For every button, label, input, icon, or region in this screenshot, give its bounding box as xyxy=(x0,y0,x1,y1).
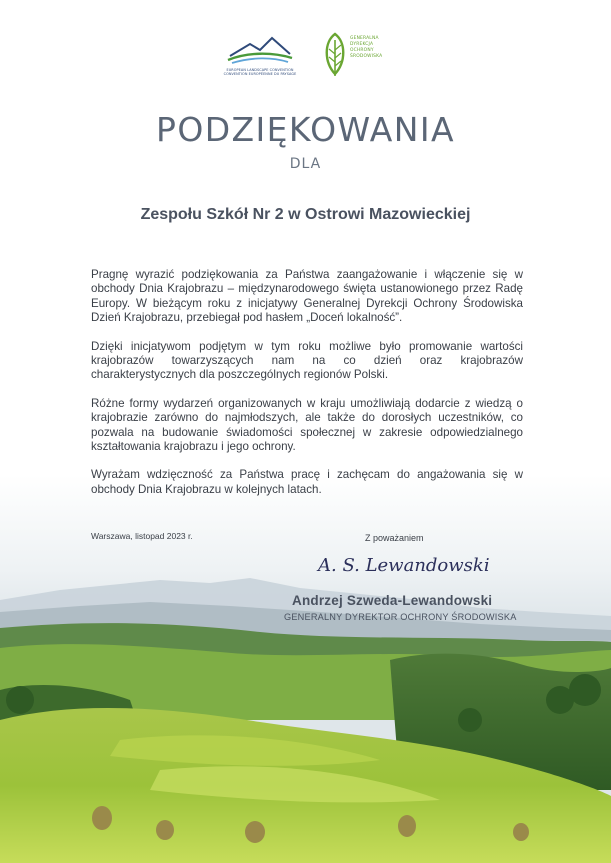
gdos-logo xyxy=(322,30,392,80)
elc-caption-en: EUROPEAN LANDSCAPE CONVENTION xyxy=(226,68,294,72)
body-paragraph-1: Pragnę wyrazić podziękowania za Państwa zaangażowanie i włączenie się w obchody Dnia Krajobrazu – międzynarodowego święta ustanowionego przez Radę Europy. W bieżącym roku z inicjatywy Generalnej Dyrekcji Ochrony Środowiska Dzień Krajobrazu, przebiegał pod hasłem „Doceń lokalność”. xyxy=(91,268,523,325)
document-subtitle: DLA xyxy=(289,156,322,172)
gdos-caption-line-4: ŚRODOWISKA xyxy=(350,54,383,59)
european-landscape-convention-logo xyxy=(222,32,298,80)
gdos-caption-line-1: GENERALNA xyxy=(350,36,379,41)
recipient-name: Zespołu Szkół Nr 2 w Ostrowi Mazowieckiej xyxy=(140,206,471,223)
document-title: PODZIĘKOWANIA xyxy=(156,110,455,149)
letter-body xyxy=(91,268,523,511)
gdos-caption-line-2: DYREKCJA xyxy=(350,42,374,47)
body-paragraph-3: Różne formy wydarzeń organizowanych w kraju umożliwiają dodarcie z wiedzą o krajobrazie zarówno do najmłodszych, ale także do dorosłych uczestników, co pozwala na budowanie świadomości społecznej w zakresie odpowiedzialnego kształtowania krajobrazu i jego ochrony. xyxy=(91,396,523,454)
closing-regards: Z poważaniem xyxy=(365,533,424,543)
elc-caption-fr: CONVENTION EUROPÉENNE DU PAYSAGE xyxy=(223,72,297,76)
place-and-date: Warszawa, listopad 2023 r. xyxy=(91,531,193,541)
body-paragraph-4: Wyrażam wdzięczność za Państwa pracę i zachęcam do angażowania się w obchody Dnia Krajobrazu w kolejnych latach. xyxy=(91,468,523,496)
signature-text: A. S. Lewandowski xyxy=(318,555,490,576)
gdos-caption-line-3: OCHRONY xyxy=(350,48,374,53)
body-paragraph-2: Dzięki inicjatywom podjętym w tym roku możliwe było promowanie wartości krajobrazów towarzyszących nam na co dzień oraz krajobrazów charakterystycznych dla poszczególnych regionów Polski. xyxy=(91,339,523,382)
signer-title: GENERALNY DYREKTOR OCHRONY ŚRODOWISKA xyxy=(284,612,517,622)
signer-name: Andrzej Szweda-Lewandowski xyxy=(292,593,493,608)
